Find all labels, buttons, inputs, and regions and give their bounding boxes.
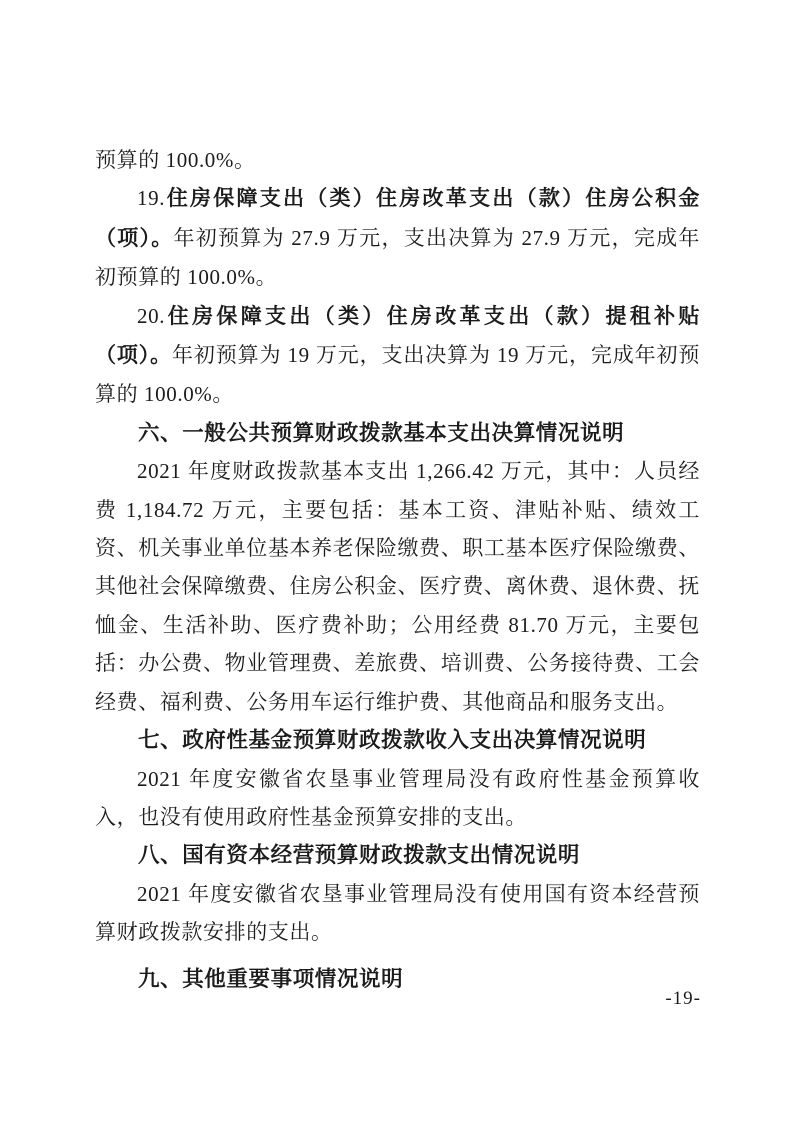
section-6-paragraph: 2021 年度财政拨款基本支出 1,266.42 万元，其中：人员经费 1,184.72 万元，主要包括：基本工资、津贴补贴、绩效工资、机关事业单位基本养老保险缴费、职工基本医疗保险缴费、其他社会保障缴费、住房公积金、医疗费、离休费、退休费、抚恤金、生活补助、医疗费补助；公用经费 81.70 万元，主要包括：办公费、物业管理费、差旅费、培训费、公务接待费、工会经费、福利费、公务用车运行维护费、其他商品和服务支出。	[95, 459, 700, 714]
section-6-heading: 六、一般公共预算财政拨款基本支出决算情况说明	[138, 420, 625, 445]
page-number: -19-	[665, 988, 701, 1009]
item-19-body: 年初预算为 27.9 万元，支出决算为 27.9 万元，完成年初预算的 100.0%。	[95, 225, 700, 290]
section-7-paragraph: 2021 年度安徽省农垦事业管理局没有政府性基金预算收入，也没有使用政府性基金预算安排的支出。	[95, 766, 700, 829]
section-7-heading: 七、政府性基金预算财政拨款收入支出决算情况说明	[138, 728, 647, 753]
document-body	[95, 141, 700, 998]
paragraph-item-20	[95, 297, 700, 414]
item-19-number: 19.	[137, 186, 166, 211]
section-9-heading: 九、其他重要事项情况说明	[138, 966, 404, 991]
item-20-number: 20.	[137, 303, 166, 328]
paragraph-item-19	[95, 179, 700, 296]
paragraph-continuation: 预算的 100.0%。	[95, 148, 256, 172]
section-8-paragraph: 2021 年度安徽省农垦事业管理局没有使用国有资本经营预算财政拨款安排的支出。	[95, 881, 700, 945]
item-20-title: 住房保障支出（类）住房改革支出（款）提租补贴（项）。	[95, 304, 700, 368]
item-20-body: 年初预算为 19 万元，支出决算为 19 万元，完成年初预算的 100.0%。	[95, 343, 700, 407]
section-8-heading: 八、国有资本经营预算财政拨款支出情况说明	[138, 843, 581, 868]
item-19-title: 住房保障支出（类）住房改革支出（款）住房公积金（项）。	[95, 187, 700, 250]
